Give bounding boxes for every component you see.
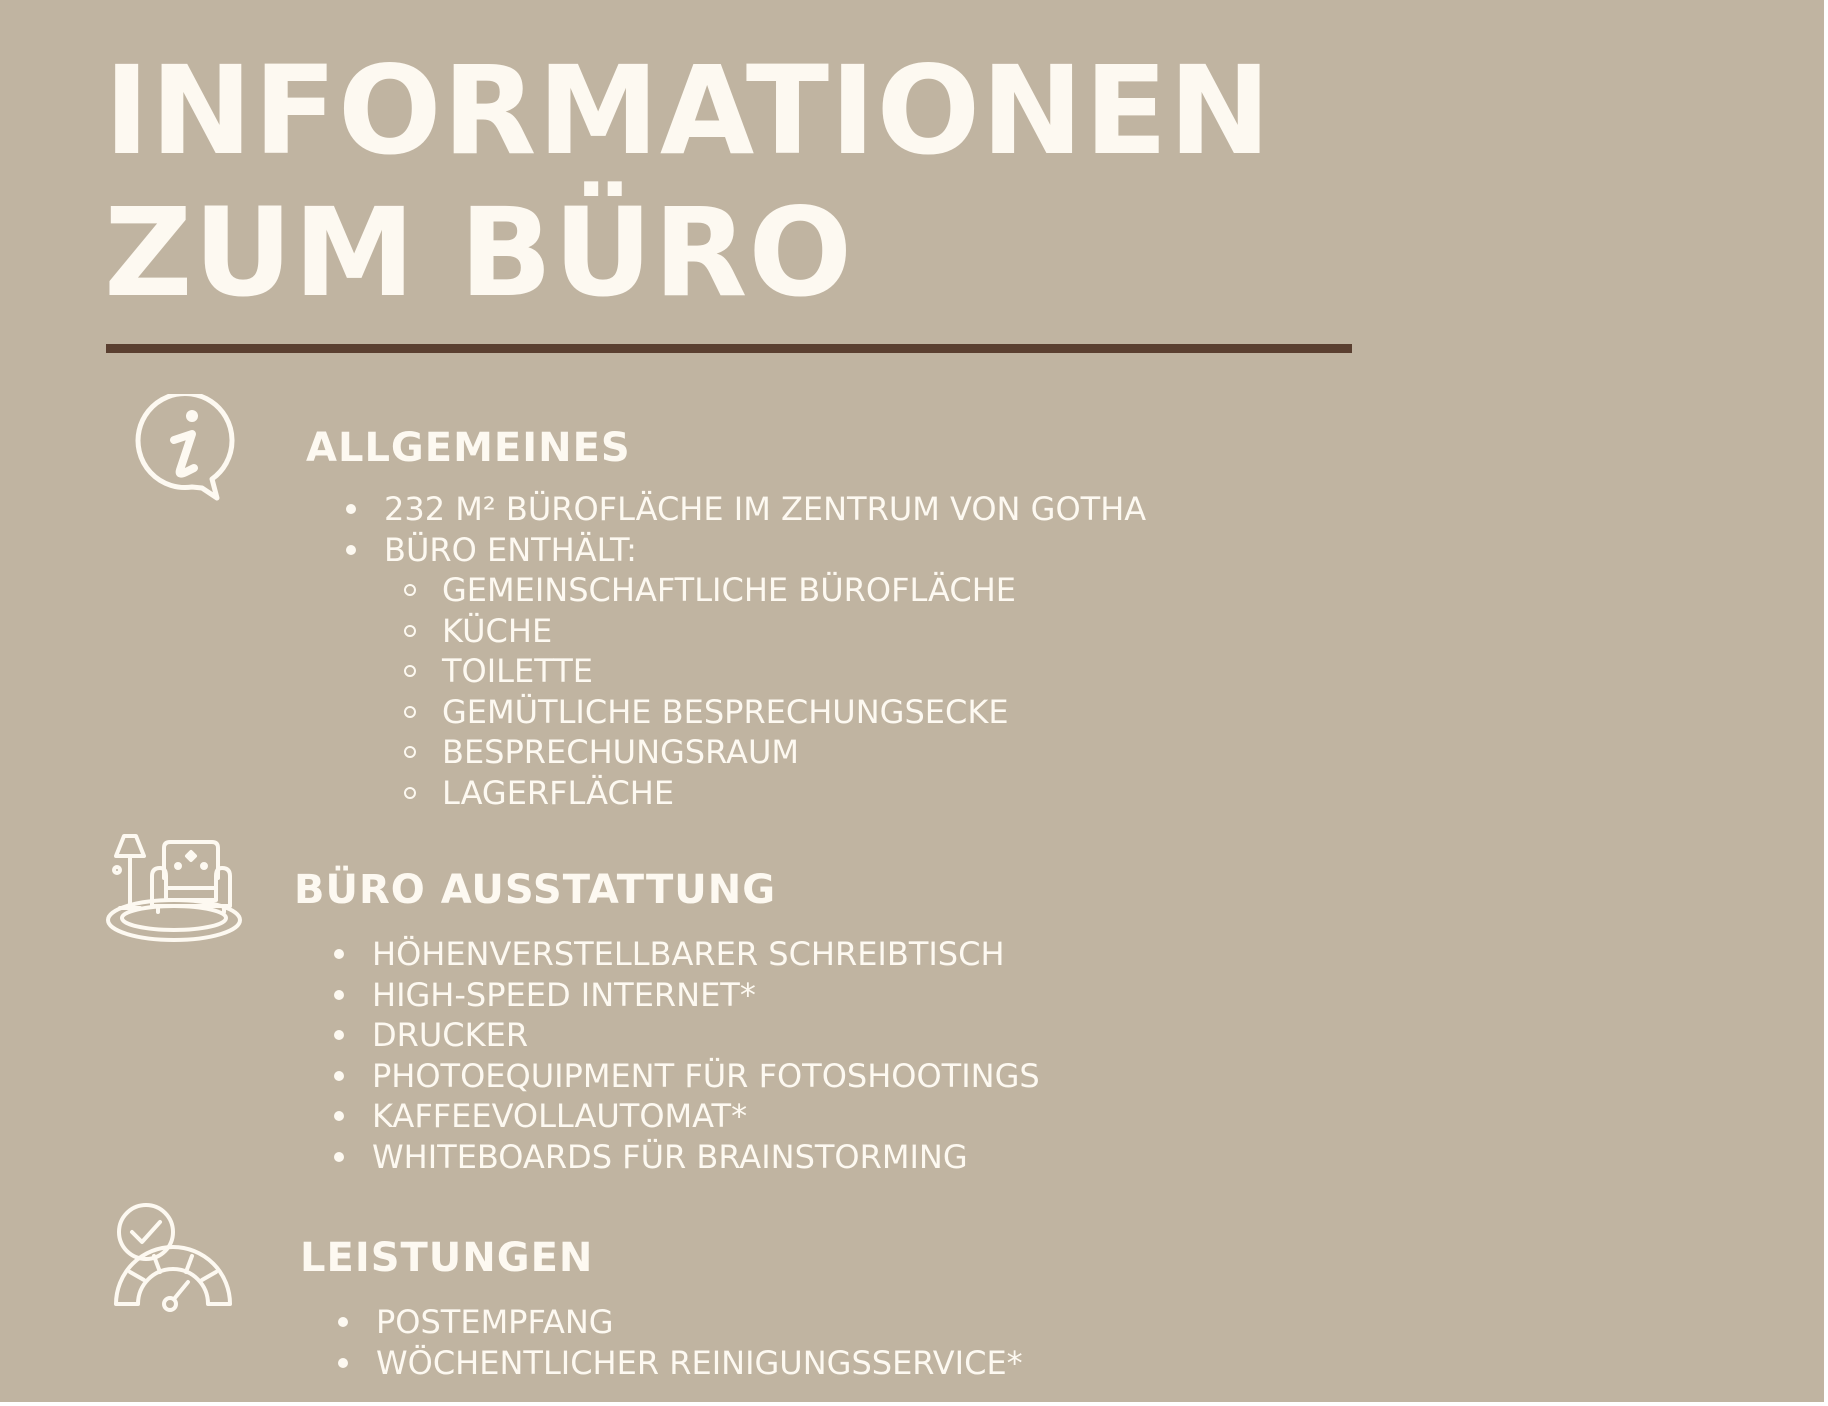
- sub-list-item: LAGERFLÄCHE: [404, 773, 1146, 814]
- list-item: 232 M² BÜROFLÄCHE IM ZENTRUM VON GOTHA: [346, 489, 1146, 530]
- section-heading-buero-ausstattung: BÜRO AUSSTATTUNG: [294, 867, 777, 913]
- leistungen-list: [338, 1302, 1023, 1383]
- sub-list-item: GEMEINSCHAFTLICHE BÜROFLÄCHE: [404, 570, 1146, 611]
- list-item: POSTEMPFANG: [338, 1302, 1023, 1343]
- title-line-2: ZUM BÜRO: [104, 182, 854, 324]
- sub-list-item: GEMÜTLICHE BESPRECHUNGSECKE: [404, 692, 1146, 733]
- list-item: BÜRO ENTHÄLT:: [346, 530, 1146, 571]
- allgemeines-list: [346, 489, 1146, 813]
- info-speech-bubble-icon: [132, 394, 238, 504]
- list-item: HIGH-SPEED INTERNET*: [334, 975, 1040, 1016]
- list-item: HÖHENVERSTELLBARER SCHREIBTISCH: [334, 934, 1040, 975]
- buero-ausstattung-list: [334, 934, 1040, 1177]
- armchair-lamp-icon: [104, 834, 244, 948]
- title-line-1: INFORMATIONEN: [104, 40, 1272, 182]
- page-title: [104, 40, 1272, 324]
- section-heading-leistungen: LEISTUNGEN: [300, 1235, 594, 1281]
- sub-list-item: KÜCHE: [404, 611, 1146, 652]
- performance-gauge-check-icon: [114, 1200, 232, 1312]
- section-heading-allgemeines: ALLGEMEINES: [306, 425, 631, 471]
- list-item: DRUCKER: [334, 1015, 1040, 1056]
- list-item: WÖCHENTLICHER REINIGUNGSSERVICE*: [338, 1343, 1023, 1384]
- list-item: PHOTOEQUIPMENT FÜR FOTOSHOOTINGS: [334, 1056, 1040, 1097]
- sub-list-item: BESPRECHUNGSRAUM: [404, 732, 1146, 773]
- list-item: WHITEBOARDS FÜR BRAINSTORMING: [334, 1137, 1040, 1178]
- title-divider: [106, 344, 1352, 353]
- sub-list-item: TOILETTE: [404, 651, 1146, 692]
- list-item: KAFFEEVOLLAUTOMAT*: [334, 1096, 1040, 1137]
